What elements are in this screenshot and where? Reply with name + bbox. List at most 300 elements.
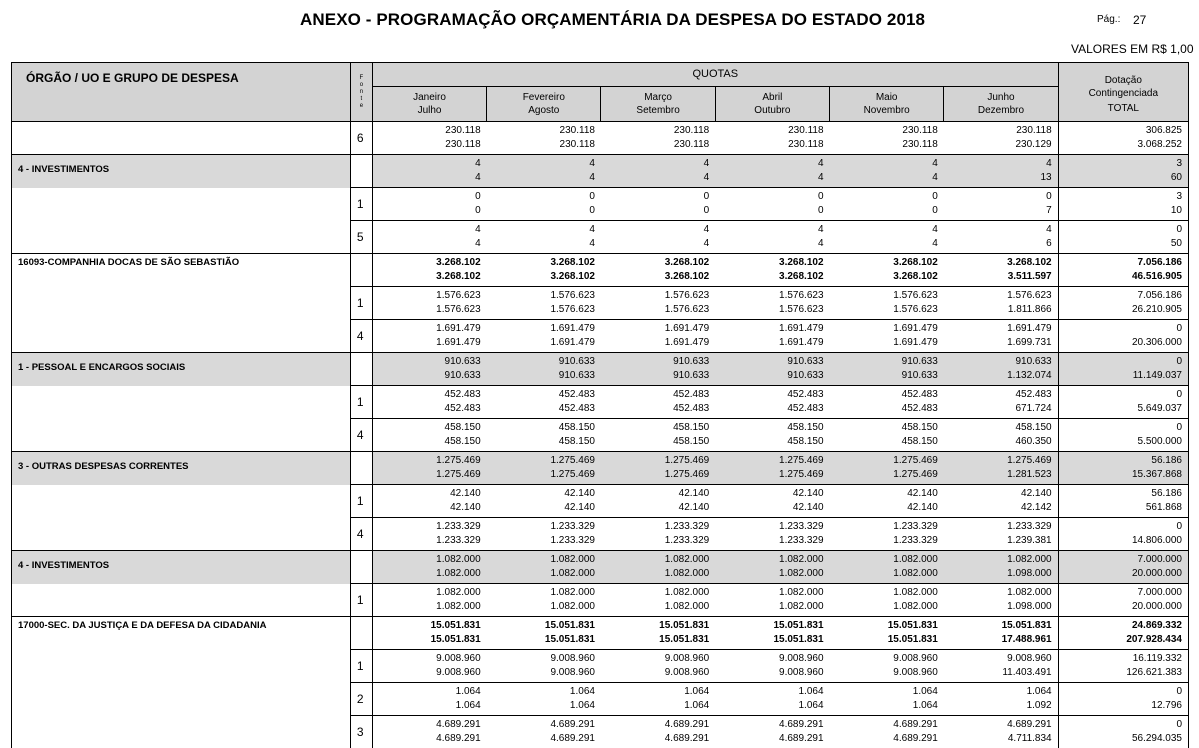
- value-second-semester: 230.118: [601, 138, 709, 152]
- total-cell: [1058, 683, 1188, 716]
- value-first-semester: 4.689.291: [944, 718, 1052, 732]
- total-cell: [1058, 617, 1188, 650]
- total-cell: [1058, 221, 1188, 254]
- quota-cell: [601, 122, 715, 155]
- total-cell: [1058, 353, 1188, 386]
- quota-cell: [372, 683, 486, 716]
- quota-cell: [944, 320, 1058, 353]
- value-first-semester: 0: [715, 190, 823, 204]
- value-first-semester: 230.118: [373, 124, 481, 138]
- value-second-semester: 10: [1059, 204, 1182, 218]
- value-first-semester: 42.140: [373, 487, 481, 501]
- quota-cell: [372, 650, 486, 683]
- value-second-semester: 1.092: [944, 699, 1052, 713]
- fonte-row: [12, 584, 1189, 617]
- value-second-semester: 42.142: [944, 501, 1052, 515]
- month-header-1: Janeiro Julho: [372, 87, 486, 122]
- quota-cell: [944, 287, 1058, 320]
- quota-cell: [715, 287, 829, 320]
- quota-cell: [372, 254, 486, 287]
- value-first-semester: 1.082.000: [487, 553, 595, 567]
- quota-cell: [830, 188, 944, 221]
- quota-cell: [830, 452, 944, 485]
- value-second-semester: 1.082.000: [487, 600, 595, 614]
- value-second-semester: 1.239.381: [944, 534, 1052, 548]
- expense-group-row: [12, 155, 1189, 188]
- value-second-semester: 9.008.960: [487, 666, 595, 680]
- quota-cell: [487, 485, 601, 518]
- value-second-semester: 1.576.623: [601, 303, 709, 317]
- value-second-semester: 1.275.469: [830, 468, 938, 482]
- value-second-semester: 42.140: [487, 501, 595, 515]
- value-first-semester: 56.186: [1059, 454, 1182, 468]
- value-first-semester: 230.118: [487, 124, 595, 138]
- value-first-semester: 4.689.291: [715, 718, 823, 732]
- value-first-semester: 9.008.960: [715, 652, 823, 666]
- value-first-semester: 1.275.469: [373, 454, 481, 468]
- value-first-semester: 452.483: [373, 388, 481, 402]
- quota-cell: [944, 584, 1058, 617]
- value-first-semester: 3.268.102: [944, 256, 1052, 270]
- value-second-semester: 0: [487, 204, 595, 218]
- value-first-semester: 458.150: [944, 421, 1052, 435]
- value-first-semester: 1.275.469: [830, 454, 938, 468]
- value-first-semester: 9.008.960: [830, 652, 938, 666]
- value-first-semester: 0: [601, 190, 709, 204]
- total-cell: [1058, 452, 1188, 485]
- value-first-semester: 4: [715, 157, 823, 171]
- quota-cell: [715, 386, 829, 419]
- value-second-semester: 60: [1059, 171, 1182, 185]
- organ-row: [12, 617, 1189, 650]
- quota-cell: [372, 551, 486, 584]
- quota-cell: [487, 716, 601, 748]
- value-second-semester: 26.210.905: [1059, 303, 1182, 317]
- quota-cell: [601, 551, 715, 584]
- row-label: [12, 320, 351, 353]
- total-cell: [1058, 551, 1188, 584]
- value-first-semester: 4: [373, 157, 481, 171]
- value-second-semester: 20.000.000: [1059, 567, 1182, 581]
- value-second-semester: 9.008.960: [601, 666, 709, 680]
- quota-cell: [830, 353, 944, 386]
- total-cell: [1058, 188, 1188, 221]
- value-second-semester: 3.268.102: [601, 270, 709, 284]
- expense-group-row: [12, 353, 1189, 386]
- value-first-semester: 3.268.102: [373, 256, 481, 270]
- value-first-semester: 3.268.102: [487, 256, 595, 270]
- value-second-semester: 4.689.291: [601, 732, 709, 746]
- quota-cell: [715, 353, 829, 386]
- value-first-semester: 910.633: [373, 355, 481, 369]
- quota-cell: [372, 155, 486, 188]
- value-first-semester: 452.483: [601, 388, 709, 402]
- quota-cell: [601, 617, 715, 650]
- value-second-semester: 0: [601, 204, 709, 218]
- value-second-semester: 1.082.000: [487, 567, 595, 581]
- row-label: [12, 419, 351, 452]
- value-second-semester: 9.008.960: [373, 666, 481, 680]
- total-cell: [1058, 122, 1188, 155]
- value-first-semester: 0: [944, 190, 1052, 204]
- total-cell: [1058, 155, 1188, 188]
- value-first-semester: 910.633: [715, 355, 823, 369]
- value-first-semester: 1.082.000: [487, 586, 595, 600]
- value-first-semester: 1.691.479: [944, 322, 1052, 336]
- fonte-code: [350, 155, 372, 188]
- value-first-semester: 1.233.329: [830, 520, 938, 534]
- total-cell: [1058, 320, 1188, 353]
- quota-cell: [944, 683, 1058, 716]
- quota-cell: [944, 155, 1058, 188]
- value-first-semester: 910.633: [601, 355, 709, 369]
- value-first-semester: 1.233.329: [373, 520, 481, 534]
- row-label: [12, 287, 351, 320]
- value-second-semester: 1.233.329: [715, 534, 823, 548]
- value-first-semester: 3.268.102: [715, 256, 823, 270]
- quota-cell: [487, 617, 601, 650]
- value-first-semester: 1.576.623: [373, 289, 481, 303]
- fonte-code: 1: [350, 188, 372, 221]
- quota-cell: [601, 584, 715, 617]
- value-second-semester: 50: [1059, 237, 1182, 251]
- org-column-header: ÓRGÃO / UO E GRUPO DE DESPESA: [12, 63, 351, 122]
- quota-cell: [487, 584, 601, 617]
- row-label: [12, 683, 351, 716]
- fonte-code: 1: [350, 650, 372, 683]
- quota-cell: [372, 485, 486, 518]
- value-first-semester: 1.275.469: [487, 454, 595, 468]
- quota-cell: [372, 320, 486, 353]
- value-second-semester: 17.488.961: [944, 633, 1052, 647]
- fonte-code: 3: [350, 716, 372, 748]
- value-first-semester: 1.064: [373, 685, 481, 699]
- value-second-semester: 15.367.868: [1059, 468, 1182, 482]
- value-first-semester: 1.576.623: [487, 289, 595, 303]
- value-first-semester: 42.140: [601, 487, 709, 501]
- value-first-semester: 15.051.831: [601, 619, 709, 633]
- quota-cell: [830, 551, 944, 584]
- quota-cell: [372, 419, 486, 452]
- quota-cell: [715, 221, 829, 254]
- value-first-semester: 4.689.291: [601, 718, 709, 732]
- fonte-code: 2: [350, 683, 372, 716]
- value-second-semester: 910.633: [830, 369, 938, 383]
- fonte-code: 1: [350, 287, 372, 320]
- value-second-semester: 1.699.731: [944, 336, 1052, 350]
- quota-cell: [944, 551, 1058, 584]
- value-first-semester: 1.691.479: [373, 322, 481, 336]
- total-cell: [1058, 485, 1188, 518]
- quota-cell: [830, 617, 944, 650]
- value-second-semester: 230.118: [373, 138, 481, 152]
- value-second-semester: 15.051.831: [601, 633, 709, 647]
- value-first-semester: 1.233.329: [944, 520, 1052, 534]
- value-first-semester: 1.082.000: [715, 586, 823, 600]
- value-first-semester: 1.082.000: [944, 553, 1052, 567]
- value-first-semester: 4: [487, 223, 595, 237]
- value-first-semester: 1.082.000: [715, 553, 823, 567]
- value-first-semester: 1.233.329: [601, 520, 709, 534]
- quota-cell: [830, 386, 944, 419]
- quota-cell: [830, 683, 944, 716]
- value-first-semester: 1.576.623: [601, 289, 709, 303]
- value-second-semester: 46.516.905: [1059, 270, 1182, 284]
- value-second-semester: 1.576.623: [830, 303, 938, 317]
- quota-cell: [487, 386, 601, 419]
- quota-cell: [715, 122, 829, 155]
- quota-cell: [715, 683, 829, 716]
- quota-cell: [715, 254, 829, 287]
- value-second-semester: 1.064: [487, 699, 595, 713]
- value-first-semester: 4: [944, 157, 1052, 171]
- value-first-semester: 1.233.329: [715, 520, 823, 534]
- value-second-semester: 1.233.329: [830, 534, 938, 548]
- row-label: 17000-SEC. DA JUSTIÇA E DA DEFESA DA CIDADANIA: [12, 617, 351, 650]
- quota-cell: [372, 617, 486, 650]
- value-first-semester: 1.082.000: [601, 586, 709, 600]
- page-label: Pág.:: [1097, 14, 1120, 25]
- value-first-semester: 4.689.291: [373, 718, 481, 732]
- value-second-semester: 4.689.291: [830, 732, 938, 746]
- quota-cell: [372, 452, 486, 485]
- value-second-semester: 458.150: [373, 435, 481, 449]
- value-second-semester: 1.275.469: [487, 468, 595, 482]
- row-label: 4 - INVESTIMENTOS: [12, 551, 351, 584]
- quota-cell: [487, 287, 601, 320]
- row-label: 1 - PESSOAL E ENCARGOS SOCIAIS: [12, 353, 351, 386]
- row-label: [12, 716, 351, 748]
- value-second-semester: 14.806.000: [1059, 534, 1182, 548]
- value-second-semester: 1.576.623: [373, 303, 481, 317]
- quota-cell: [715, 518, 829, 551]
- quota-cell: [944, 254, 1058, 287]
- quota-cell: [830, 419, 944, 452]
- value-first-semester: 1.082.000: [830, 553, 938, 567]
- value-second-semester: 1.082.000: [830, 600, 938, 614]
- value-second-semester: 1.132.074: [944, 369, 1052, 383]
- row-label: [12, 584, 351, 617]
- value-second-semester: 4: [601, 237, 709, 251]
- value-second-semester: 42.140: [601, 501, 709, 515]
- value-second-semester: 1.275.469: [715, 468, 823, 482]
- quota-cell: [601, 353, 715, 386]
- total-cell: [1058, 386, 1188, 419]
- quota-cell: [715, 452, 829, 485]
- quota-cell: [715, 584, 829, 617]
- quota-cell: [372, 386, 486, 419]
- fonte-row: [12, 122, 1189, 155]
- value-first-semester: 452.483: [487, 388, 595, 402]
- value-second-semester: 452.483: [373, 402, 481, 416]
- value-first-semester: 1.064: [487, 685, 595, 699]
- quota-cell: [830, 122, 944, 155]
- value-first-semester: 1.064: [715, 685, 823, 699]
- value-second-semester: 910.633: [373, 369, 481, 383]
- quota-cell: [944, 221, 1058, 254]
- quota-cell: [944, 518, 1058, 551]
- total-column-header: Dotação Contingenciada TOTAL: [1058, 63, 1188, 122]
- quota-cell: [944, 419, 1058, 452]
- fonte-row: [12, 650, 1189, 683]
- row-label: [12, 386, 351, 419]
- quota-cell: [601, 320, 715, 353]
- value-second-semester: 452.483: [830, 402, 938, 416]
- value-second-semester: 1.233.329: [601, 534, 709, 548]
- value-first-semester: 1.082.000: [373, 553, 481, 567]
- value-first-semester: 0: [1059, 388, 1182, 402]
- value-second-semester: 230.129: [944, 138, 1052, 152]
- value-second-semester: 3.268.102: [830, 270, 938, 284]
- quota-cell: [830, 650, 944, 683]
- value-first-semester: 230.118: [601, 124, 709, 138]
- value-second-semester: 671.724: [944, 402, 1052, 416]
- quota-cell: [715, 617, 829, 650]
- quota-cell: [715, 320, 829, 353]
- value-second-semester: 458.150: [830, 435, 938, 449]
- value-second-semester: 15.051.831: [487, 633, 595, 647]
- total-cell: [1058, 254, 1188, 287]
- value-second-semester: 11.403.491: [944, 666, 1052, 680]
- expense-group-row: [12, 452, 1189, 485]
- value-first-semester: 4: [601, 223, 709, 237]
- value-first-semester: 4: [830, 223, 938, 237]
- value-first-semester: 0: [373, 190, 481, 204]
- value-first-semester: 1.691.479: [487, 322, 595, 336]
- fonte-code: [350, 254, 372, 287]
- value-second-semester: 230.118: [830, 138, 938, 152]
- value-second-semester: 3.268.102: [487, 270, 595, 284]
- value-first-semester: 0: [830, 190, 938, 204]
- value-second-semester: 1.064: [830, 699, 938, 713]
- value-first-semester: 42.140: [715, 487, 823, 501]
- quota-cell: [601, 419, 715, 452]
- quota-cell: [830, 320, 944, 353]
- value-first-semester: 42.140: [830, 487, 938, 501]
- value-second-semester: 0: [715, 204, 823, 218]
- value-first-semester: 9.008.960: [601, 652, 709, 666]
- value-second-semester: 4: [830, 237, 938, 251]
- value-first-semester: 9.008.960: [944, 652, 1052, 666]
- row-label: [12, 188, 351, 221]
- month-header-5: Maio Novembro: [830, 87, 944, 122]
- value-first-semester: 1.576.623: [944, 289, 1052, 303]
- value-second-semester: 15.051.831: [373, 633, 481, 647]
- value-first-semester: 7.056.186: [1059, 289, 1182, 303]
- value-first-semester: 15.051.831: [944, 619, 1052, 633]
- value-first-semester: 1.082.000: [944, 586, 1052, 600]
- value-first-semester: 1.082.000: [373, 586, 481, 600]
- value-first-semester: 4: [944, 223, 1052, 237]
- quotas-header: QUOTAS: [372, 63, 1058, 87]
- quota-cell: [715, 551, 829, 584]
- value-first-semester: 0: [1059, 421, 1182, 435]
- quota-cell: [601, 518, 715, 551]
- value-first-semester: 4: [715, 223, 823, 237]
- value-first-semester: 1.233.329: [487, 520, 595, 534]
- value-first-semester: 1.275.469: [601, 454, 709, 468]
- value-second-semester: 1.576.623: [715, 303, 823, 317]
- value-second-semester: 561.868: [1059, 501, 1182, 515]
- value-second-semester: 1.098.000: [944, 600, 1052, 614]
- quota-cell: [487, 683, 601, 716]
- month-header-6: Junho Dezembro: [944, 87, 1058, 122]
- value-second-semester: 5.649.037: [1059, 402, 1182, 416]
- value-first-semester: 458.150: [487, 421, 595, 435]
- quota-cell: [830, 716, 944, 748]
- value-second-semester: 9.008.960: [715, 666, 823, 680]
- quota-cell: [830, 485, 944, 518]
- value-first-semester: 910.633: [944, 355, 1052, 369]
- page-number: 27: [1133, 13, 1146, 27]
- value-second-semester: 20.306.000: [1059, 336, 1182, 350]
- value-first-semester: 1.082.000: [601, 553, 709, 567]
- value-first-semester: 4.689.291: [830, 718, 938, 732]
- value-second-semester: 1.691.479: [373, 336, 481, 350]
- quota-cell: [487, 452, 601, 485]
- value-second-semester: 3.068.252: [1059, 138, 1182, 152]
- row-label: 3 - OUTRAS DESPESAS CORRENTES: [12, 452, 351, 485]
- value-first-semester: 56.186: [1059, 487, 1182, 501]
- value-first-semester: 1.064: [830, 685, 938, 699]
- fonte-row: [12, 188, 1189, 221]
- value-first-semester: 458.150: [601, 421, 709, 435]
- quota-cell: [372, 353, 486, 386]
- quota-cell: [944, 485, 1058, 518]
- value-second-semester: 0: [830, 204, 938, 218]
- value-second-semester: 20.000.000: [1059, 600, 1182, 614]
- quota-cell: [944, 386, 1058, 419]
- month-header-2: Fevereiro Agosto: [487, 87, 601, 122]
- month-header-4: Abril Outubro: [715, 87, 829, 122]
- value-second-semester: 1.082.000: [715, 567, 823, 581]
- value-first-semester: 15.051.831: [830, 619, 938, 633]
- value-first-semester: 7.000.000: [1059, 586, 1182, 600]
- quota-cell: [487, 650, 601, 683]
- value-first-semester: 9.008.960: [373, 652, 481, 666]
- quota-cell: [830, 254, 944, 287]
- value-second-semester: 230.118: [715, 138, 823, 152]
- fonte-code: 4: [350, 419, 372, 452]
- value-second-semester: 11.149.037: [1059, 369, 1182, 383]
- value-second-semester: 4: [373, 171, 481, 185]
- value-second-semester: 4: [487, 171, 595, 185]
- value-second-semester: 910.633: [601, 369, 709, 383]
- quota-cell: [944, 353, 1058, 386]
- value-second-semester: 5.500.000: [1059, 435, 1182, 449]
- value-second-semester: 1.082.000: [601, 600, 709, 614]
- fonte-code: 1: [350, 584, 372, 617]
- value-second-semester: 42.140: [373, 501, 481, 515]
- value-second-semester: 1.275.469: [373, 468, 481, 482]
- value-second-semester: 4: [373, 237, 481, 251]
- quota-cell: [487, 320, 601, 353]
- value-second-semester: 1.811.866: [944, 303, 1052, 317]
- fonte-code: 1: [350, 485, 372, 518]
- quota-cell: [715, 155, 829, 188]
- fonte-row: [12, 485, 1189, 518]
- value-second-semester: 1.064: [373, 699, 481, 713]
- fonte-code: [350, 617, 372, 650]
- value-second-semester: 7: [944, 204, 1052, 218]
- row-label: [12, 485, 351, 518]
- month-header-3: Março Setembro: [601, 87, 715, 122]
- value-first-semester: 452.483: [830, 388, 938, 402]
- value-second-semester: 3.268.102: [373, 270, 481, 284]
- quota-cell: [487, 518, 601, 551]
- fonte-code: 5: [350, 221, 372, 254]
- row-label: [12, 122, 351, 155]
